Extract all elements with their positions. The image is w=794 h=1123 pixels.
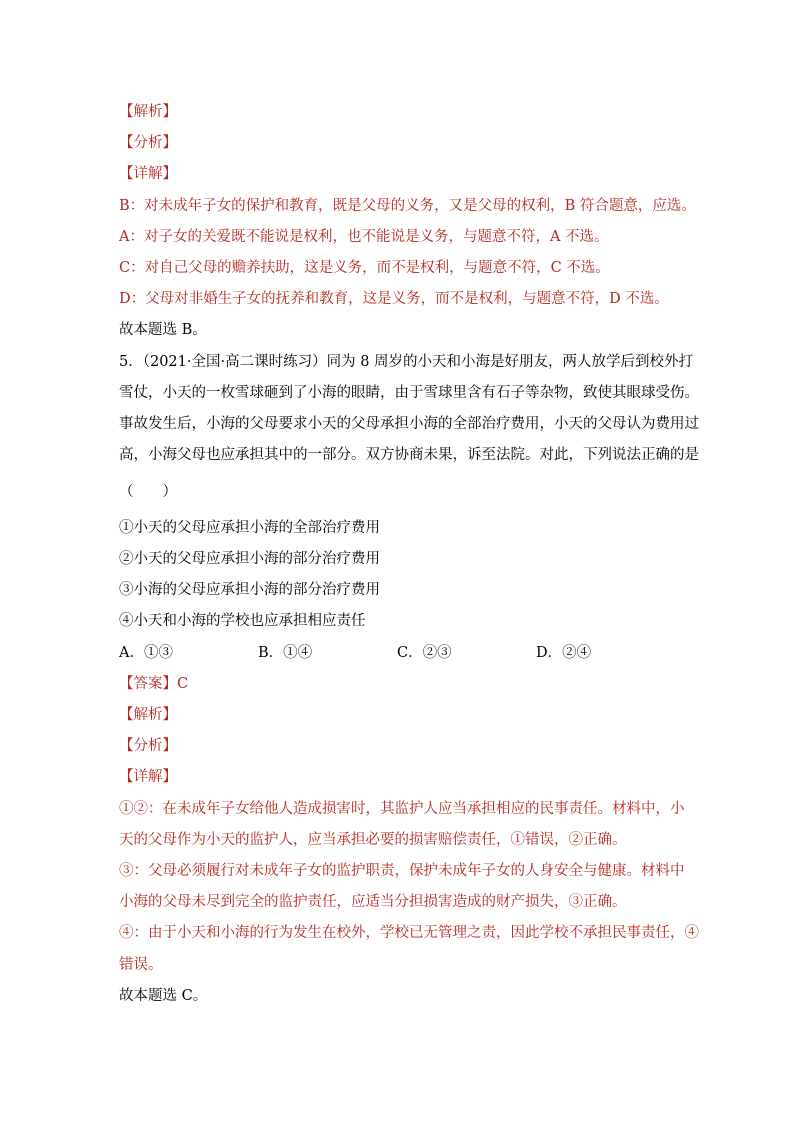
detail-heading: 【详解】 <box>119 166 177 182</box>
detail-line: 天的父母作为小天的监护人，应当承担必要的损害赔偿责任，①错误，②正确。 <box>119 832 627 848</box>
detail-line: 错误。 <box>119 957 163 973</box>
question-stem-line: 5．（2021·全国·高二课时练习）同为 8 周岁的小天和小海是好朋友，两人放学后到校外打 <box>119 354 694 370</box>
detail-line: A：对子女的关爱既不能说是权利，也不能说是义务，与题意不符，A 不选。 <box>119 229 609 245</box>
option-b: B．①④ <box>258 645 313 661</box>
statement-item: ③小海的父母应承担小海的部分治疗费用 <box>119 582 380 598</box>
analysis-sub-heading: 【分析】 <box>119 738 177 754</box>
analysis-heading: 【解析】 <box>119 707 177 723</box>
statement-item: ④小天和小海的学校也应承担相应责任 <box>119 613 366 629</box>
statement-item: ①小天的父母应承担小海的全部治疗费用 <box>119 520 380 536</box>
answer-blank: （ ） <box>119 484 177 500</box>
analysis-sub-heading: 【分析】 <box>119 135 177 151</box>
detail-heading: 【详解】 <box>119 769 177 785</box>
detail-line: ③：父母必须履行对未成年子女的监护职责，保护未成年子女的人身安全与健康。材料中 <box>119 863 685 879</box>
detail-line: D：父母对非婚生子女的抚养和教育，这是义务，而不是权利，与题意不符，D 不选。 <box>119 291 669 307</box>
option-c: C．②③ <box>397 645 452 661</box>
detail-line: ①②：在未成年子女给他人造成损害时，其监护人应当承担相应的民事责任。材料中，小 <box>119 801 685 817</box>
option-d: D．②④ <box>536 645 592 661</box>
analysis-heading: 【解析】 <box>119 104 177 120</box>
conclusion-text: 故本题选 B。 <box>119 322 207 338</box>
question-stem-line: 高，小海父母也应承担其中的一部分。双方协商未果，诉至法院。对此，下列说法正确的是 <box>119 447 699 463</box>
detail-line: C：对自己父母的赡养扶助，这是义务，而不是权利，与题意不符，C 不选。 <box>119 260 610 276</box>
conclusion-text: 故本题选 C。 <box>119 988 208 1004</box>
statement-item: ②小天的父母应承担小海的部分治疗费用 <box>119 551 380 567</box>
option-a: A．①③ <box>119 645 173 661</box>
answer-text: 【答案】C <box>119 676 189 692</box>
question-stem-line: 雪仗，小天的一枚雪球砸到了小海的眼睛，由于雪球里含有石子等杂物，致使其眼球受伤。 <box>119 385 699 401</box>
detail-line: B：对未成年子女的保护和教育，既是父母的义务，又是父母的权利，B 符合题意，应选。 <box>119 198 696 214</box>
detail-line: 小海的父母未尽到完全的监护责任，应适当分担损害造成的财产损失，③正确。 <box>119 894 627 910</box>
detail-line: ④：由于小天和小海的行为发生在校外，学校已无管理之责，因此学校不承担民事责任，④ <box>119 925 699 941</box>
question-stem-line: 事故发生后，小海的父母要求小天的父母承担小海的全部治疗费用，小天的父母认为费用过 <box>119 416 699 432</box>
